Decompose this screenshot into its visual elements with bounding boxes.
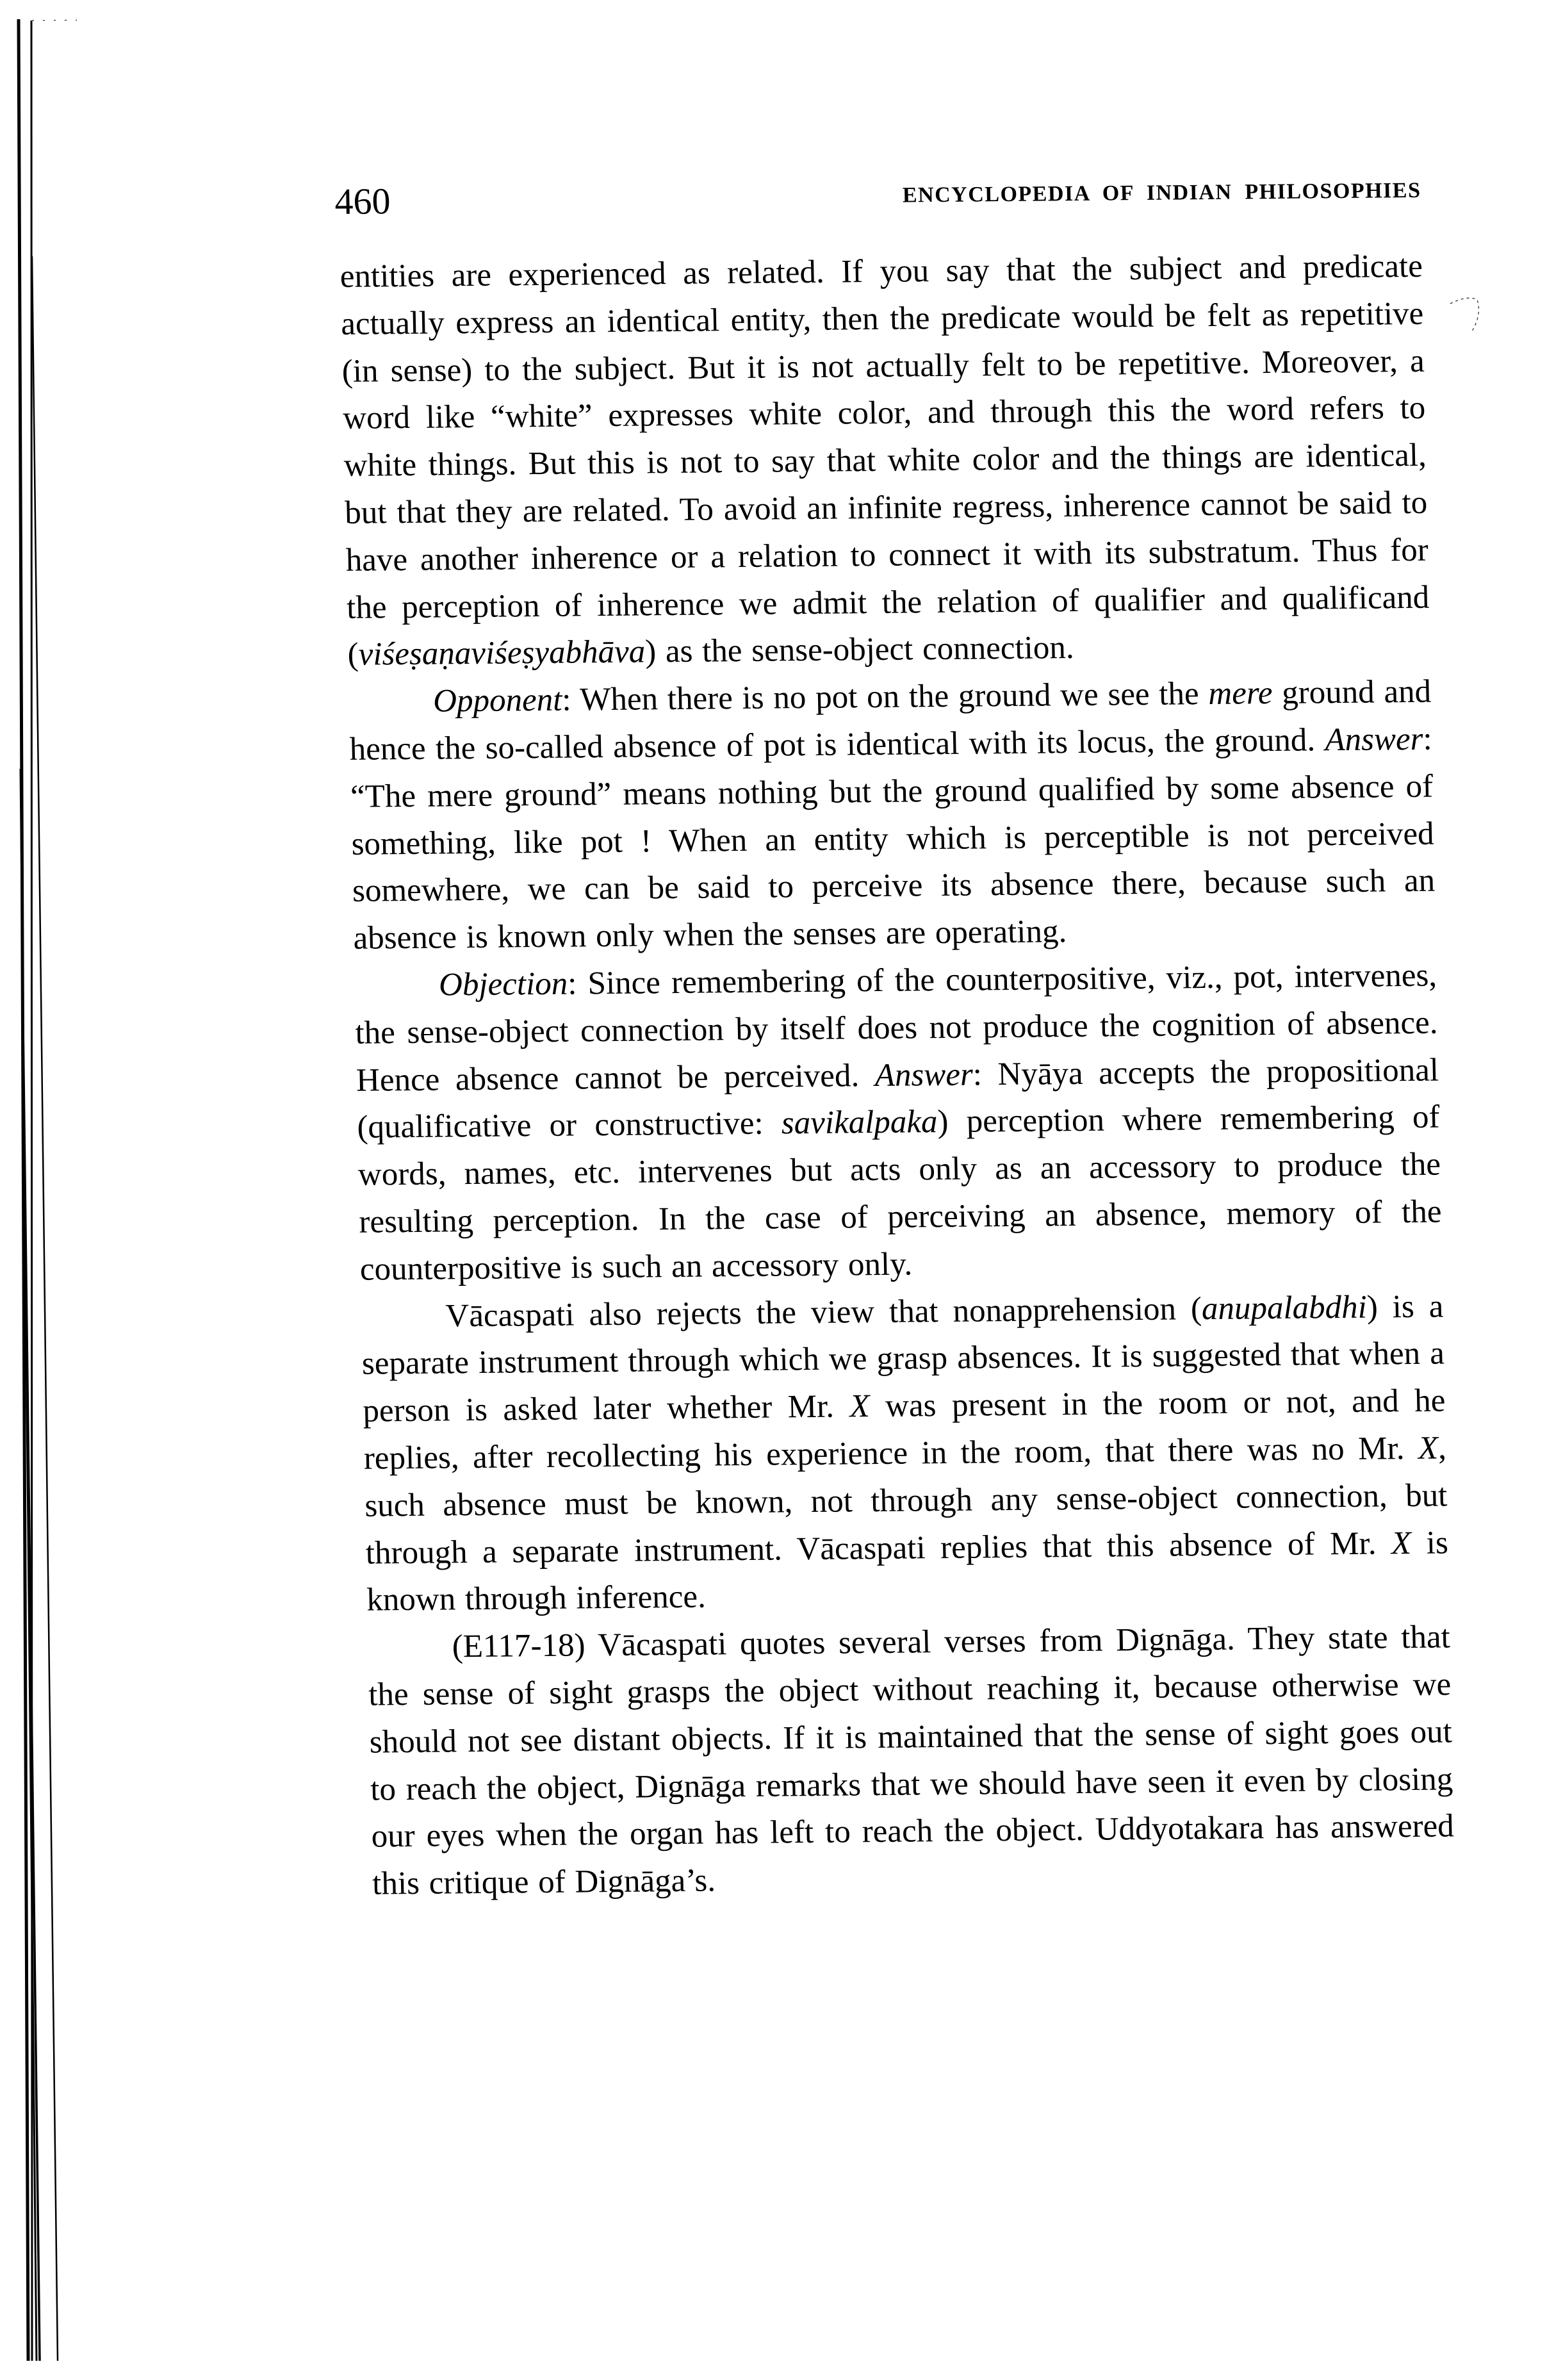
italic-term: viśeṣaṇaviśeṣyabhāva — [358, 634, 646, 673]
italic-term: X — [1391, 1525, 1412, 1561]
italic-term: anupalabdhi — [1201, 1289, 1368, 1327]
text-run: : Since remembering of the counterpositive, viz., pot, intervenes, the sense-object connection by itself does not produce the cognition of absence. Hence absence cannot be perceived. — [354, 957, 1439, 1099]
text-run: ) as the sense-object connection. — [644, 630, 1075, 670]
italic-term: Answer — [1324, 721, 1423, 759]
text-run: ) perception where remembering of words, names, etc. intervenes but acts only as an accessory to produce the resulting perception. In the case of perceiving an absence, memory of the counterpositive is such an accessory only. — [357, 1099, 1442, 1288]
page-content — [334, 176, 1455, 1908]
text-run: , such absence must be known, not through any sense-object connection, but through a separate instrument. Vācaspati replies that this absence of Mr. — [364, 1430, 1448, 1572]
italic-term: Objection — [438, 965, 568, 1003]
paragraph — [367, 1614, 1455, 1908]
page-number: 460 — [334, 180, 391, 223]
body-text — [340, 243, 1455, 1908]
text-run: entities are experienced as related. If you say that the subject and predicate actually express an identical entity, then the predicate would be felt as repetitive (in sense) to the subject. But it is not actually felt to be repetitive. Moreover, a word like “white” expresses white color, and through this the word refers to white things. But this is not to say that white color and the things are identical, but that they are related. To avoid an infinite regress, inherence cannot be said to have another inherence or a relation to connect it with its substratum. Thus for the perception of inherence we admit the relation of qualifier and qualificand ( — [340, 248, 1430, 673]
italic-term: Opponent — [432, 682, 562, 719]
text-run: : When there is no pot on the ground we see the — [561, 676, 1209, 718]
binding-line — [19, 19, 28, 2361]
italic-term: savikalpaka — [781, 1104, 938, 1142]
paragraph — [348, 669, 1436, 963]
text-run: was present in the room or not, and he replies, after recollecting his experience in the room, that there was no Mr. — [363, 1383, 1446, 1477]
italic-term: mere — [1207, 675, 1273, 712]
scan-artifact-mark — [1449, 296, 1487, 341]
text-run: : Nyāya accepts the propositional (qualificative or constructive: — [356, 1052, 1439, 1146]
scan-top-edge — [32, 20, 77, 21]
paragraph — [340, 243, 1430, 679]
paragraph — [354, 953, 1443, 1294]
text-run: (E117-18) Vācaspati quotes several verses from Dignāga. They state that the sense of sight grasps the object without reaching it, because otherwise we should not see distant objects. If it is maintained that the sense of sight goes out to reach the object, Dignāga remarks that we should have seen it even by closing our eyes when the organ has left to reach the object. Uddyotakara has answered this critique of Dignāga’s. — [368, 1619, 1455, 1902]
italic-term: X — [1418, 1430, 1439, 1466]
binding-line — [31, 21, 32, 2361]
italic-term: Answer — [874, 1056, 974, 1094]
text-run: Vācaspati also rejects the view that nonapprehension ( — [445, 1290, 1202, 1334]
italic-term: X — [849, 1388, 871, 1425]
paragraph — [361, 1283, 1450, 1625]
text-run: ground and hence the so-called absence of pot is identical with its locus, the ground. — [349, 673, 1432, 767]
text-run: : “The mere ground” means nothing but the ground qualified by some absence of something, like pot ! When an entity which is perceptible is not perceived somewhere, we can be said to perceive its absence there, because such an absence is known only when the senses are operating. — [350, 721, 1436, 956]
text-run: is known through inference. — [366, 1524, 1449, 1618]
text-run: ) is a separate instrument through which we grasp absences. It is suggested that when a person is asked later whether Mr. — [361, 1288, 1445, 1429]
binding-edge-lines — [0, 0, 77, 2380]
running-title: ENCYCLOPEDIA OF INDIAN PHILOSOPHIES — [902, 178, 1421, 208]
running-head — [334, 176, 1421, 231]
